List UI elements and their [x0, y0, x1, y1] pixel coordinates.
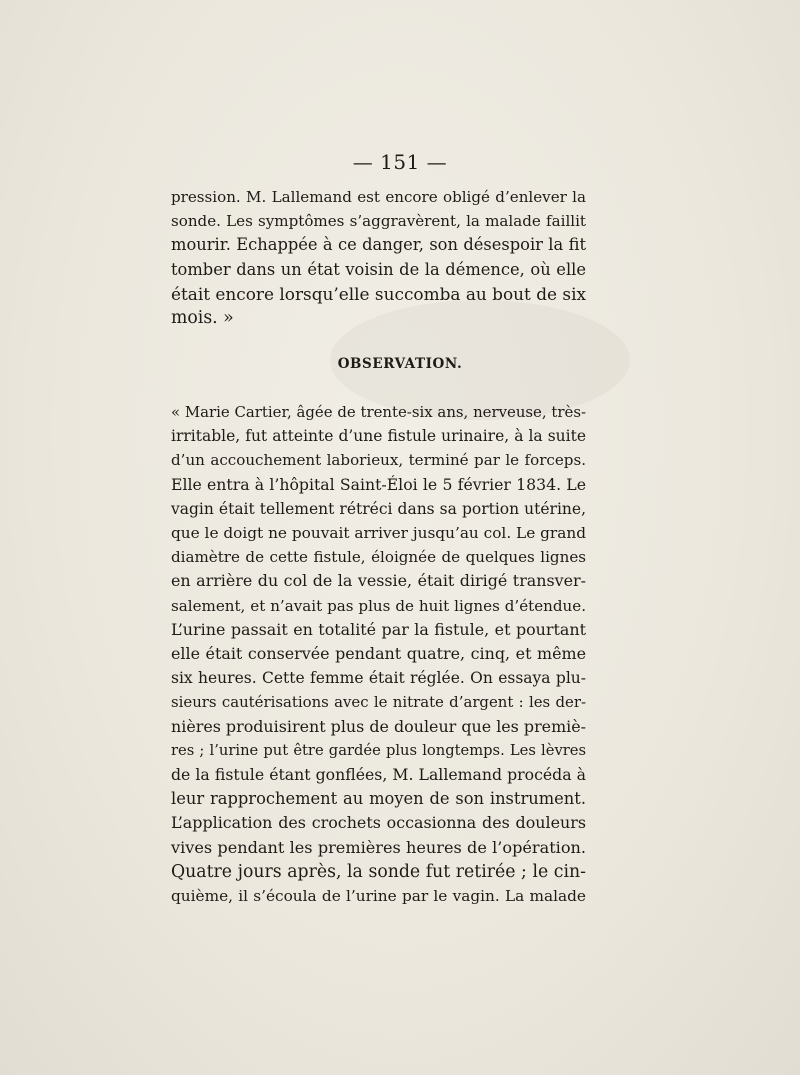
text-line: Quatre jours après, la sonde fut retirée ; le cin-: [171, 861, 586, 882]
continuation-paragraph: [171, 185, 586, 330]
text-line: que le doigt ne pouvait arriver jusqu’au col. Le grand: [171, 524, 586, 543]
text-line: sieurs cautérisations avec le nitrate d’argent : les der-: [171, 693, 586, 712]
text-line: mois. »: [171, 308, 234, 329]
text-line: vagin était tellement rétréci dans sa portion utérine,: [171, 499, 586, 518]
text-line: de la fistule étant gonflées, M. Lallemand procéda à: [171, 765, 586, 785]
text-line: en arrière du col de la vessie, était dirigé transver-: [171, 571, 586, 591]
text-line: nières produisirent plus de douleur que les premiè-: [171, 716, 586, 736]
text-line: tomber dans un état voisin de la démence, où elle: [171, 259, 586, 279]
text-line: sonde. Les symptômes s’aggravèrent, la malade faillit: [171, 212, 586, 231]
text-line: elle était conservée pendant quatre, cinq, et même: [171, 644, 586, 664]
text-line: quième, il s’écoula de l’urine par le vagin. La malade: [171, 887, 586, 906]
text-line: diamètre de cette fistule, éloignée de quelques lignes: [171, 548, 586, 567]
text-line: irritable, fut atteinte d’une fistule urinaire, à la suite: [171, 427, 586, 446]
observation-paragraph: [171, 400, 586, 908]
text-line: « Marie Cartier, âgée de trente-six ans, nerveuse, très-: [171, 403, 586, 421]
text-line: Elle entra à l’hôpital Saint-Éloi le 5 février 1834. Le: [171, 474, 586, 494]
text-line: six heures. Cette femme était réglée. On essaya plu-: [171, 669, 586, 688]
page-number: — 151 —: [352, 150, 448, 174]
text-line: mourir. Echappée à ce danger, son désespoir la fit: [171, 235, 586, 255]
text-line: vives pendant les premières heures de l’opération.: [171, 837, 586, 857]
text-line: d’un accouchement laborieux, terminé par le forceps.: [171, 451, 586, 470]
text-line: salement, et n’avait pas plus de huit lignes d’étendue.: [171, 596, 586, 615]
text-line: L’urine passait en totalité par la fistule, et pourtant: [171, 619, 586, 639]
text-line: était encore lorsqu’elle succomba au bout de six: [171, 283, 586, 304]
text-line: res ; l’urine put être gardée plus longtemps. Les lèvres: [171, 741, 586, 759]
text-line: L’application des crochets occasionna des douleurs: [171, 813, 586, 833]
text-line: leur rapprochement au moyen de son instrument.: [171, 789, 586, 809]
section-heading: OBSERVATION.: [337, 356, 463, 372]
text-line: pression. M. Lallemand est encore obligé d’enlever la: [171, 188, 586, 206]
